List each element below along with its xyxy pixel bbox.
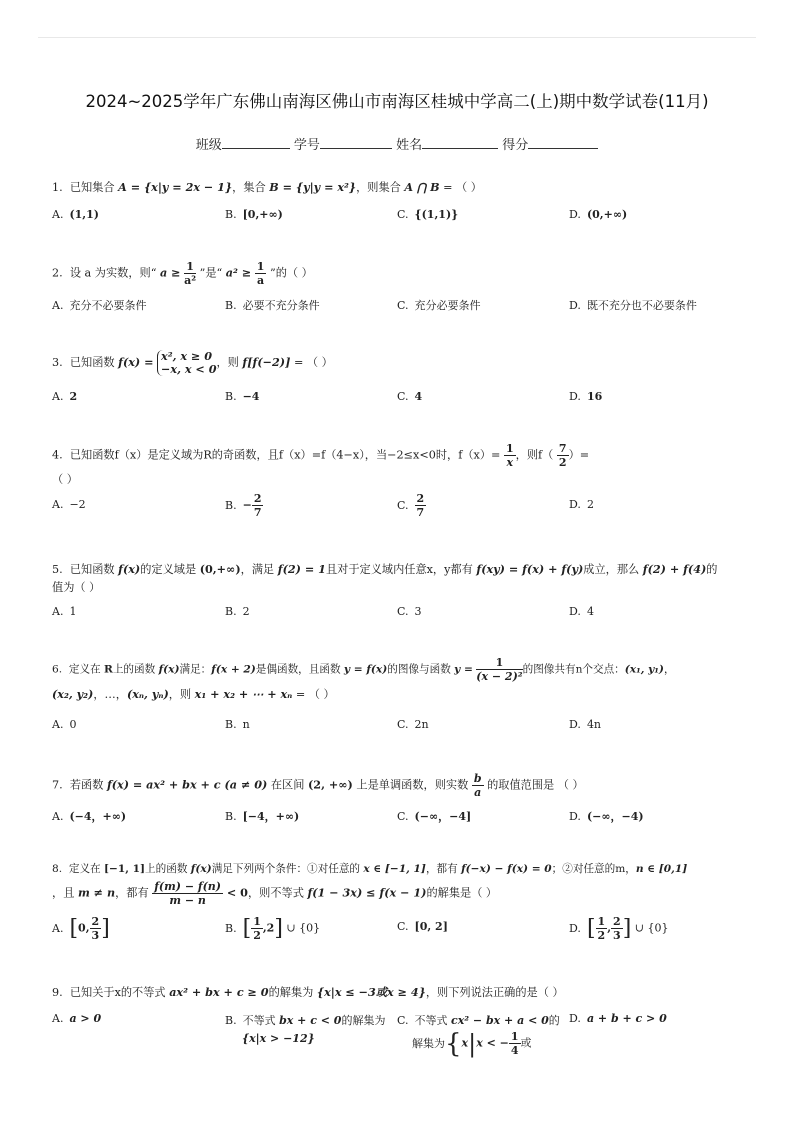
option-c[interactable]: C. {(1,1)} bbox=[397, 208, 459, 221]
option-a[interactable]: A. 0 bbox=[52, 718, 77, 731]
option-d[interactable]: D. (0,+∞) bbox=[569, 208, 628, 221]
question-1 bbox=[52, 178, 752, 197]
option-d[interactable]: D. a + b + c > 0 bbox=[569, 1012, 667, 1025]
student-info-fields bbox=[0, 134, 794, 153]
option-a[interactable]: A. (−4，+∞) bbox=[52, 810, 127, 823]
question-5 bbox=[52, 560, 752, 597]
question-stem: 8. 定义在 [−1, 1]上的函数 f(x)满足下列两个条件：①对任意的 x ∈ [−1, 1]，都有 f(−x) − f(x) = 0；②对任意的m，n ∈ [0,1] bbox=[52, 863, 688, 875]
question-stem: 7. 若函数 f(x) = ax² + bx + c (a ≠ 0) 在区间 (2, +∞) 上是单调函数，则实数 $\frac{b}{a}$ 的取值范围是 （ ） bbox=[52, 772, 584, 799]
exam-title: 2024~2025学年广东佛山南海区佛山市南海区桂城中学高二(上)期中数学试卷(11月) bbox=[85, 92, 709, 111]
field-name: 姓名 bbox=[396, 134, 498, 153]
option-c[interactable]: C. 3 bbox=[397, 605, 422, 618]
question-9 bbox=[52, 983, 752, 1002]
option-b[interactable]: B. −4 bbox=[225, 390, 260, 403]
option-b[interactable]: B. 必要不充分条件 bbox=[225, 299, 320, 312]
stem-continued: ，且 m ≠ n，都有 $\frac{f(m) - f(n)}{m - n}$ < 0，则不等式 f(1 − 3x) ≤ f(x − 1)的解集是（ ） bbox=[52, 880, 498, 907]
question-3 bbox=[52, 350, 752, 376]
question-6 bbox=[52, 656, 752, 704]
option-b[interactable]: B. 不等式 bx + c < 0的解集为 {x|x > −12} bbox=[225, 1014, 386, 1045]
option-d[interactable]: D. 4 bbox=[569, 605, 594, 618]
option-d[interactable]: D. 既不充分也不必要条件 bbox=[569, 299, 697, 312]
option-a[interactable]: A. a > 0 bbox=[52, 1012, 102, 1025]
question-stem: 9. 已知关于x的不等式 ax² + bx + c ≥ 0的解集为 {x|x ≤ −3或x ≥ 4}，则下列说法正确的是（ ） bbox=[52, 985, 564, 999]
option-c[interactable]: C. 不等式 cx² − bx + a < 0的 解集为{x|x < − $\frac{1}{4}$ 或 bbox=[397, 1014, 560, 1059]
option-c[interactable]: C. $\frac{2}{7}$ bbox=[397, 492, 425, 519]
question-stem: 3. 已知函数 f(x) = x², x ≥ 0 −x, x < 0 ，则 f[f(−2)] = （ ） bbox=[52, 349, 333, 376]
option-a[interactable]: A. [0, $\frac{2}{3}$ ] bbox=[52, 915, 110, 942]
option-a[interactable]: A. 1 bbox=[52, 605, 77, 618]
option-a[interactable]: A. −2 bbox=[52, 498, 86, 511]
option-b[interactable]: B. n bbox=[225, 718, 250, 731]
question-stem: 6. 定义在 R上的函数 f(x)满足：f(x + 2)是偶函数，且函数 y = f(x)的图像与函数 y = $\frac{1}{\text{(x − 2)²}}$ 的图像共有n个交点：(x₁, y₁)， bbox=[52, 656, 675, 683]
option-c[interactable]: C. 4 bbox=[397, 390, 423, 403]
question-stem: 1. 已知集合 A = {x|y = 2x − 1}，集合 B = {y|y = x²}，则集合 A ⋂ B = （ ） bbox=[52, 180, 482, 194]
header-divider bbox=[38, 37, 756, 38]
option-b[interactable]: B. 2 bbox=[225, 605, 250, 618]
option-d[interactable]: D. 2 bbox=[569, 498, 594, 511]
option-a[interactable]: A. 充分不必要条件 bbox=[52, 299, 147, 312]
option-b[interactable]: B. [ $\frac{1}{2}$ ,2] ∪ {0} bbox=[225, 915, 321, 942]
question-2 bbox=[52, 260, 752, 287]
option-c[interactable]: C. [0, 2] bbox=[397, 920, 448, 933]
option-c[interactable]: C. (−∞，−4] bbox=[397, 810, 472, 823]
option-d[interactable]: D. 16 bbox=[569, 390, 603, 403]
option-a[interactable]: A. (1,1) bbox=[52, 208, 99, 221]
option-c[interactable]: C. 充分必要条件 bbox=[397, 299, 481, 312]
option-d[interactable]: D. [ $\frac{1}{2}$ , $\frac{2}{3}$ ] ∪ {0} bbox=[569, 915, 669, 942]
piecewise-definition: x², x ≥ 0 −x, x < 0 bbox=[157, 350, 216, 376]
option-a[interactable]: A. 2 bbox=[52, 390, 78, 403]
field-class: 班级 bbox=[196, 134, 290, 153]
option-b[interactable]: B. − $\frac{2}{7}$ bbox=[225, 492, 262, 519]
option-c[interactable]: C. 2n bbox=[397, 718, 429, 731]
option-d[interactable]: D. 4n bbox=[569, 718, 602, 731]
stem-continued: 值为（ ） bbox=[52, 581, 101, 594]
question-4 bbox=[52, 442, 752, 489]
stem-continued: (x₂, y₂)，…，(xₙ, yₙ)，则 x₁ + x₂ + ⋯ + xₙ = （ ） bbox=[52, 687, 335, 701]
question-8 bbox=[52, 860, 752, 907]
question-7 bbox=[52, 772, 752, 799]
question-stem: 5. 已知函数 f(x)的定义域是 (0,+∞)，满足 f(2) = 1且对于定义域内任意x，y都有 f(xy) = f(x) + f(y)成立，那么 f(2) + f(4)的 bbox=[52, 562, 718, 576]
answer-blank: （ ） bbox=[52, 473, 78, 486]
question-stem: 4. 已知函数f（x）是定义域为R的奇函数，且f（x）=f（4−x），当−2≤x<0时，f（x）= $\frac{1}{x}$ ，则f（ $\frac{7}{2}$ ）= bbox=[52, 442, 590, 469]
option-b[interactable]: B. [0,+∞) bbox=[225, 208, 283, 221]
field-student-id: 学号 bbox=[294, 134, 392, 153]
field-score: 得分 bbox=[502, 134, 598, 153]
option-b[interactable]: B. [−4，+∞) bbox=[225, 810, 300, 823]
option-d[interactable]: D. (−∞，−4) bbox=[569, 810, 644, 823]
question-stem: 2. 设 a 为实数，则“ a ≥ $\frac{1}{\text{a²}}$ ”是“ a² ≥ $\frac{1}{a}$ ”的（ ） bbox=[52, 260, 313, 287]
